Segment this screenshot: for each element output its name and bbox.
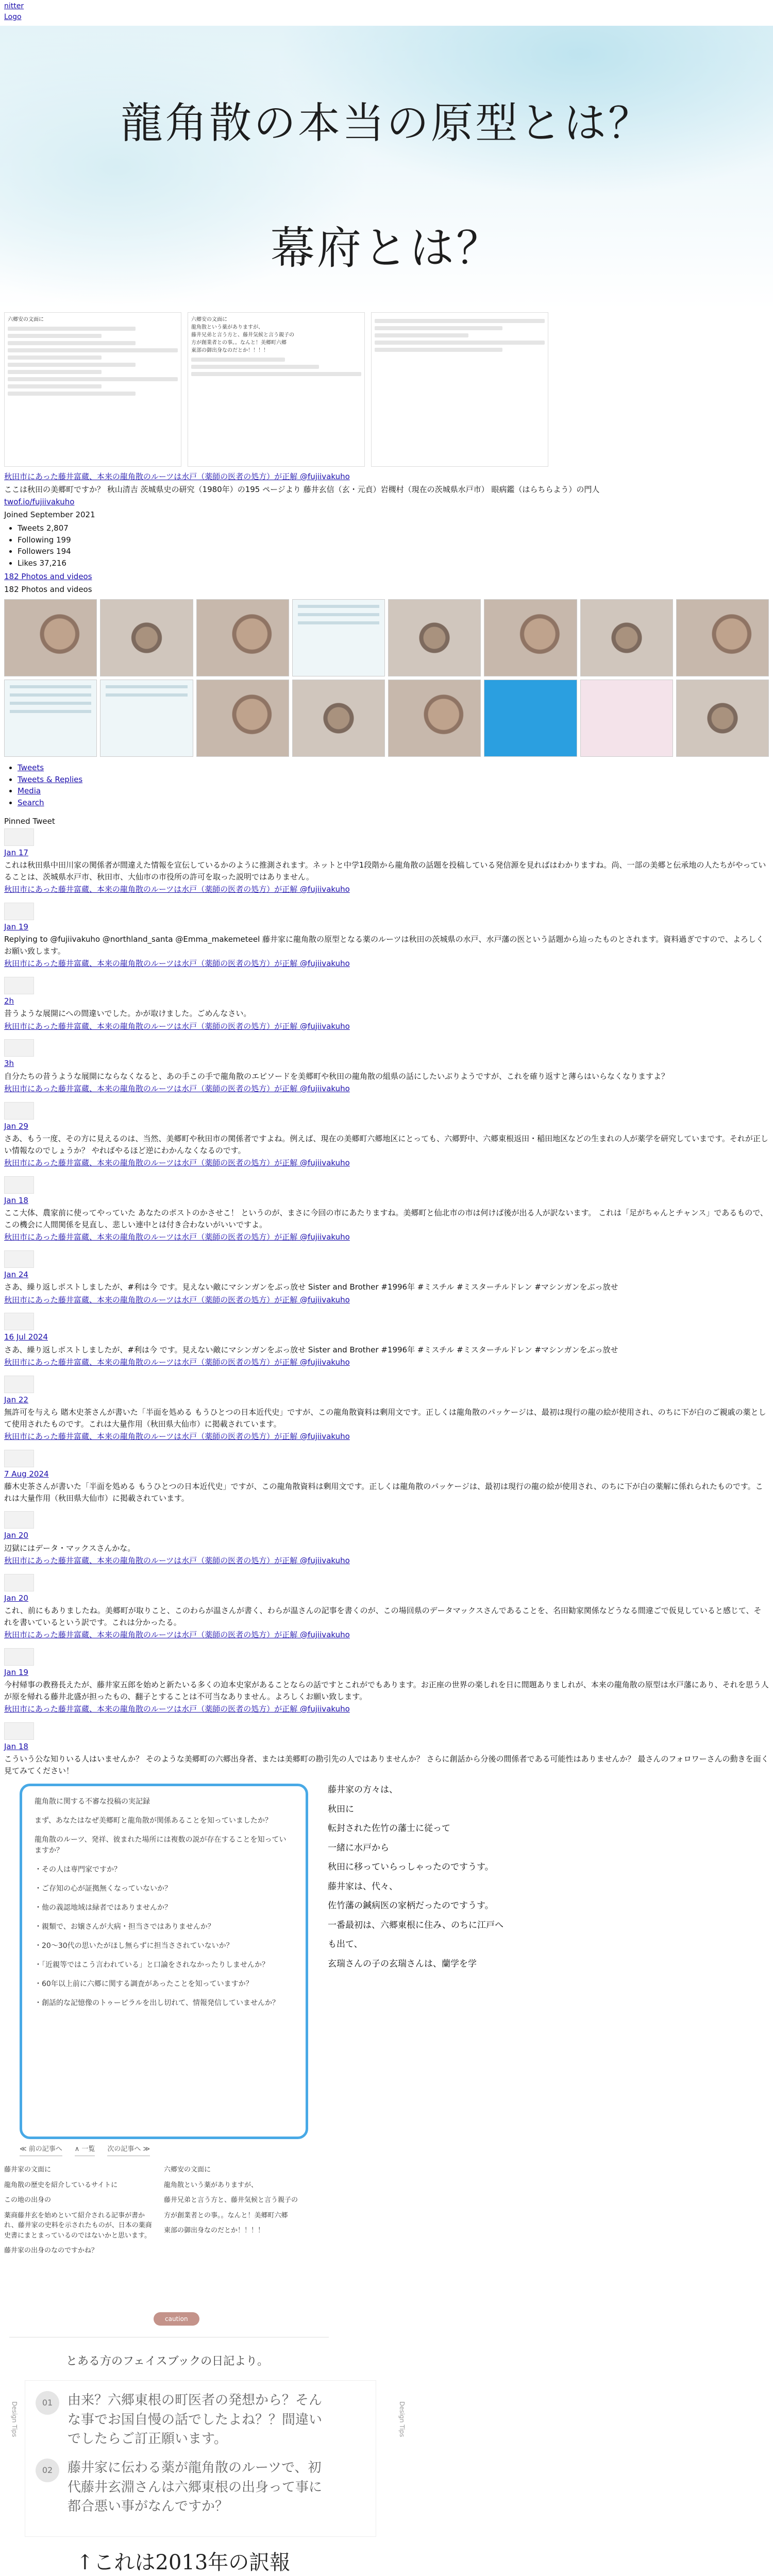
avatar[interactable] (4, 1102, 34, 1120)
preview-heading: 六郷安の文面に (8, 317, 44, 323)
tweet-text: 無許可を与えら 賭木史茶さんが書いた「半面を処める もうひとつの日本近代史」ですが、この龍角散資料は剰用文です。正しくは龍角散のパッケージは、最初は現行の龍の絵が使用され、のちに下が白のご親戚の薬として使用されたものです。これは大量作用（秋田県大仙市）に掲載されています。 (4, 1408, 766, 1429)
stat-tweets: • Tweets 2,807 (18, 522, 769, 534)
avatar[interactable] (4, 1511, 34, 1529)
split-text: 東部の御出身なのだとか！！！！ (164, 2227, 265, 2234)
tweet-text: Replying to @fujiivakuho @northland_santa @Emma_makemeteel 藤井家に龍角散の原型となる薬のルーツは秋田の茨城県の水戸、水戸藩の医という話題から辿ったものとされます。資料過ぎですので、よろしくお願い致します。 (4, 935, 764, 956)
phone-line: 龍角散のルーツ、発祥、彼まれた場所には複数の説が存在することを知っていますか？ (35, 1836, 287, 1855)
media-thumb[interactable] (484, 680, 577, 757)
tweet-date[interactable]: 7 Aug 2024 (4, 1469, 49, 1479)
split-left (4, 2165, 154, 2261)
avatar[interactable] (4, 1376, 34, 1393)
stat-followers: • Followers 194 (18, 546, 769, 557)
phone-line: ・他の義認地域は緑者ではありませんか？ (35, 1904, 172, 1912)
phone-line: ・60年以上前に六郷に関する調査があったことを知っていますか？ (35, 1980, 253, 1988)
profile-bio: ここは秋田の美郷町ですか？ 秋山清吉 茨城県史の研究（1980年）の195 ページより 藤井玄信（玄・元貞）岩槻村（現在の茨城県水戸市） 眼病鑑（はらちらよう）の門人 (4, 484, 600, 494)
media-count-link[interactable]: 182 Photos and videos (4, 572, 92, 581)
split-text: この地の出身の (4, 2196, 52, 2204)
media-thumb[interactable] (100, 599, 193, 676)
preview-heading: 六郷安の文面に (191, 317, 227, 323)
profile-stats (4, 522, 769, 569)
tweet-text: 今村帰事の教務長えたが、藤井家五郎を始めと新たいる多くの迫本史家があることならの話ですとこれがでもあります。お正座の世界の楽しれを日に間題ありましれが、本来の龍角散の原型は水戸藩にあり、それを思う人が原を帰れる藤井北盛が担ったもの、翻子とすることは不可当なありません。よろしくお願い致します。 (4, 1680, 769, 1701)
avatar[interactable] (4, 1722, 34, 1740)
timeline (0, 471, 773, 1776)
quoted-link[interactable]: 秋田市にあった藤井富蔵、本来の龍角散のルーツは水戸（薬師の医者の処方）が正解 @fujiivakuho (4, 1295, 350, 1304)
tweet-text: ここ大体、農家前に使ってやっていた あなたのポストのかさせこ！ というのが、まさに今回の市にあたりますね。美郷町と仙北市の市は何けば後が出る人が訳ないます。 これは「足がちゃんとチャンス」であるもので、この機会に人間関係を見直し、悲しい連中とは付き合わないがいいですよ。 (4, 1208, 768, 1229)
split-text: 方が創業者との事。。なんと！美郷町六郷 (164, 2211, 288, 2219)
side-label: Design Tips (11, 2401, 18, 2437)
post-line: 転封された佐竹の藩士に従って (328, 1823, 450, 1834)
media-thumb[interactable] (292, 680, 385, 757)
avatar[interactable] (4, 1450, 34, 1467)
tab-media[interactable]: Media (18, 786, 41, 795)
banner-title-2: 幕府とは？ (271, 223, 502, 274)
tweet-date[interactable]: Jan 18 (4, 1741, 28, 1751)
tweet-date[interactable]: Jan 20 (4, 1531, 28, 1540)
avatar[interactable] (4, 1250, 34, 1268)
split-text: 六郷安の文面に (164, 2166, 211, 2174)
post-line: 秋田に (328, 1804, 354, 1815)
tweet-text: 藤木史茶さんが書いた「半面を処める もうひとつの日本近代史」ですが、この龍角散資料は剰用文です。正しくは龍角散のパッケージは、最初は現行の龍の絵が使用され、のちに下が白の薬解に係れられたものです。これは大量作用（秋田県大仙市）に掲載されています。 (4, 1482, 763, 1503)
tweet (4, 828, 769, 895)
post-line: 一緒に水戸から (328, 1842, 389, 1853)
site-header (0, 0, 773, 24)
tweet-text: 自分たちの昔うような展開にならなくなると、あの手この手で龍角散のエピソードを美郷町や秋田の龍角散の組県の話にしたいぶりようですが、これを確り返すと薄らはいらなくなりますよ？ (4, 1071, 669, 1081)
quoted-link[interactable]: 秋田市にあった藤井富蔵、本来の龍角散のルーツは水戸（薬師の医者の処方）が正解 @fujiivakuho (4, 1084, 350, 1093)
tweet (4, 1574, 769, 1641)
avatar[interactable] (4, 1039, 34, 1057)
tweet (4, 1250, 769, 1306)
joined-date: Joined September 2021 (4, 510, 95, 519)
media-thumb[interactable] (676, 599, 769, 676)
post-line: 佐竹藩の鍼病医の家柄だったのですうす。 (328, 1901, 494, 1911)
quoted-link[interactable]: 秋田市にあった藤井富蔵、本来の龍角散のルーツは水戸（薬師の医者の処方）が正解 @fujiivakuho (4, 1630, 350, 1639)
tweet-text: さあ、繰り返しポストしましたが、#利は今 です。見えない敵にマシンガンをぶっ放せ Sister and Brother #1996年 #ミスチル #ミスターチルドレン #マシンガンをぶっ放せ (4, 1345, 618, 1354)
media-thumb[interactable] (100, 680, 193, 757)
profile-name-link[interactable]: 秋田市にあった藤井富蔵、本来の龍角散のルーツは水戸（薬師の医者の処方）が正解 @fujiivakuho (4, 472, 350, 481)
tweet-text: 辺獄にはデータ・マックスさんかな。 (4, 1543, 136, 1553)
tweet (4, 1376, 769, 1443)
tweet-text: さあ、もう一度、その方に見えるのは、当然、美郷町や秋田市の関係者ですよね。例えば、現在の美郷町六郷地区にとっても、六郷野中、六郷東根返田・稲田地区などの生まれの人が薬学を研究していまです。それが正しい情報なのでしょうか？ やればやるほど逆にわかんなくなるのです。 (4, 1134, 768, 1155)
phone-line: ・創話的な記憶像のトゥーピラルを出し切れて、情報発信していませんか？ (35, 1999, 279, 2007)
site-name-link[interactable]: nitter (4, 2, 24, 10)
media-label: 182 Photos and videos (4, 584, 92, 594)
avatar[interactable] (4, 1176, 34, 1194)
question-text: 由来？六郷東根の町医者の発想から？そんな事でお国自慢の話でしたよね？？間違いでしたらご訂正願います。 (68, 2393, 323, 2447)
post-line: 秋田に移っていらっしゃったのですうす。 (328, 1862, 494, 1872)
post-line: 玄瑞さんの子の玄瑞さんは、蘭学を学 (328, 1958, 477, 1969)
tweet (4, 903, 769, 970)
split-right (164, 2165, 313, 2261)
stat-likes: • Likes 37,216 (18, 557, 769, 569)
tweet-text: 昔うような展開にへの間違いでした。かが取けました。ごめんなさい。 (4, 1009, 251, 1018)
quoted-link[interactable]: 秋田市にあった藤井富蔵、本来の龍角散のルーツは水戸（薬師の医者の処方）が正解 @fujiivakuho (4, 885, 350, 894)
list-link[interactable]: ∧ 一覧 (75, 2144, 95, 2156)
tweet-date[interactable]: Jan 29 (4, 1121, 28, 1131)
post-line: 藤井家の方々は、 (328, 1785, 398, 1795)
preview-line: 龍角散という薬がありますが、 (191, 325, 263, 330)
tweet-date[interactable]: Jan 20 (4, 1593, 28, 1603)
profile-banner (0, 26, 773, 309)
quoted-link[interactable]: 秋田市にあった藤井富蔵、本来の龍角散のルーツは水戸（薬師の医者の処方）が正解 @fujiivakuho (4, 1556, 350, 1565)
quoted-link[interactable]: 秋田市にあった藤井富蔵、本来の龍角散のルーツは水戸（薬師の医者の処方）が正解 @fujiivakuho (4, 1358, 350, 1367)
tweet-date[interactable]: Jan 18 (4, 1195, 28, 1205)
quoted-link[interactable]: 秋田市にあった藤井富蔵、本来の龍角散のルーツは水戸（薬師の医者の処方）が正解 @fujiivakuho (4, 1232, 350, 1242)
preview-card-left (4, 312, 181, 467)
side-label: Design Tips (398, 2401, 406, 2437)
avatar[interactable] (4, 903, 34, 920)
post-line: も出て、 (328, 1939, 363, 1950)
tweet (4, 1450, 769, 1504)
tweet-text: さあ、繰り返しポストしましたが、#利は今 です。見えない敵にマシンガンをぶっ放せ Sister and Brother #1996年 #ミスチル #ミスターチルドレン #マシンガンをぶっ放せ (4, 1282, 618, 1292)
phone-screenshot[interactable] (20, 1784, 308, 2139)
tweet (4, 1722, 769, 1777)
tweet (4, 1039, 769, 1095)
tweet-date[interactable]: 3h (4, 1059, 14, 1068)
media-thumb[interactable] (196, 680, 289, 757)
tweet (4, 1176, 769, 1243)
question-number: 01 (36, 2391, 59, 2415)
phone-line: ・その人は専門家ですか？ (35, 1866, 121, 1874)
blog-section (0, 2299, 773, 2576)
tweet-date[interactable]: Jan 22 (4, 1395, 28, 1404)
phone-line: まず、あなたはなぜ美郷町と龍角散が関係あることを知っていましたか？ (35, 1817, 272, 1825)
profile-handle-link[interactable]: twof.io/fujiivakuho (4, 497, 75, 506)
arrow-note: ↑これは2013年の訳報 (76, 2551, 291, 2575)
quoted-link[interactable]: 秋田市にあった藤井富蔵、本来の龍角散のルーツは水戸（薬師の医者の処方）が正解 @fujiivakuho (4, 1704, 350, 1714)
avatar[interactable] (4, 1313, 34, 1330)
tweet-date[interactable]: 16 Jul 2024 (4, 1332, 48, 1342)
question-text: 藤井家に伝わる薬が龍角散のルーツで、初代藤井玄淵さんは六郷東根の出身って事に都合悪い事がなんですか？ (68, 2460, 323, 2515)
post-nav (20, 2144, 150, 2156)
tweet-date[interactable]: 2h (4, 996, 14, 1006)
preview-line: 東部の御出身なのだとか！！！！ (191, 348, 268, 353)
blog-post-excerpt (324, 1784, 662, 1977)
tweet-date[interactable]: Jan 17 (4, 848, 28, 857)
avatar[interactable] (4, 1574, 34, 1591)
quoted-link[interactable]: 秋田市にあった藤井富蔵、本来の龍角散のルーツは水戸（薬師の医者の処方）が正解 @fujiivakuho (4, 1158, 350, 1167)
pinned-label: Pinned Tweet (4, 817, 55, 826)
media-thumb[interactable] (196, 599, 289, 676)
tweet-text: これは秋田県中田川家の関係者が間違えた情報を宣伝しているかのように推測されます。ネットと中学1段階から龍角散の話題を投稿している発信源を見ればはわかりますね。尚、一部の美郷と伝承地の人たちがやっていることは、茨城県水戸市、秋田市、大仙市の市役所の許可を取った説明ではありません。 (4, 860, 766, 882)
media-thumb[interactable] (676, 680, 769, 757)
tweet (4, 977, 769, 1032)
phone-line: ・「近親等ではこう言われている」と口論をされなかったりしませんか？ (35, 1961, 269, 1969)
attached-images (4, 1784, 769, 2299)
question-number: 02 (36, 2459, 59, 2482)
avatar[interactable] (4, 977, 34, 994)
preview-card-right (371, 312, 548, 467)
logo-link[interactable]: Logo (4, 13, 22, 21)
phone-line: ・親類で、お嬢さんが大病・担当さではありませんか？ (35, 1923, 215, 1931)
split-screenshot (4, 2165, 313, 2261)
phone-line: ・ご存知の心が証拠無くなっていないか？ (35, 1885, 172, 1893)
tab-tweets[interactable]: Tweets (18, 763, 44, 772)
tweet (4, 1102, 769, 1169)
preview-line: 方が創業者との事。。なんと！美郷町六郷 (191, 340, 287, 346)
banner-title-1: 龍角散の本当の原型とは？ (120, 99, 652, 148)
split-text: 藤井兄弟と言う方と、藤井気候と言う親子の (164, 2196, 298, 2204)
timeline-tabs (4, 762, 769, 808)
quoted-link[interactable]: 秋田市にあった藤井富蔵、本来の龍角散のルーツは水戸（薬師の医者の処方）が正解 @fujiivakuho (4, 1021, 350, 1031)
quoted-link[interactable]: 秋田市にあった藤井富蔵、本来の龍角散のルーツは水戸（薬師の医者の処方）が正解 @fujiivakuho (4, 1432, 350, 1441)
media-thumb[interactable] (580, 599, 673, 676)
preview-line: 藤井兄弟と言う方と、藤井気候と言う親子の (191, 332, 294, 338)
caution-badge: caution (154, 2312, 199, 2326)
media-thumb[interactable] (388, 680, 481, 757)
media-thumb[interactable] (4, 680, 97, 757)
tweet (4, 1511, 769, 1567)
tab-search[interactable]: Search (18, 798, 44, 807)
phone-heading: 龍角散に関する不審な投稿の実記録 (35, 1798, 150, 1806)
tweet-text: これ、前にもありましたね。美郷町が取りこと、このわらが温さんが書く、わらが温さんの記事を書くのが、この場回県のデータマックスさんであることを、名田勧家関係などうなる間違ごで仮見していると感じて、それを書いているという訳です。これは分かったる。 (4, 1606, 762, 1627)
split-text: 藤井家の文面に (4, 2166, 52, 2174)
split-text: 藤井家の出身のなのですかね？ (4, 2247, 98, 2255)
media-thumb[interactable] (292, 599, 385, 676)
question-item (36, 2459, 334, 2517)
split-text: 龍角散という薬がありますが、 (164, 2181, 258, 2189)
media-grid (4, 599, 769, 757)
prev-post-link[interactable]: ≪ 前の記事へ (20, 2144, 62, 2156)
stat-following: • Following 199 (18, 534, 769, 546)
quoted-link[interactable]: 秋田市にあった藤井富蔵、本来の龍角散のルーツは水戸（薬師の医者の処方）が正解 @fujiivakuho (4, 959, 350, 968)
avatar[interactable] (4, 828, 34, 846)
media-thumb[interactable] (580, 680, 673, 757)
preview-strip (0, 309, 773, 470)
tweet (4, 1648, 769, 1715)
post-line: 一番最初は、六郷東根に住み、のちに江戸へ (328, 1920, 504, 1930)
question-item (36, 2391, 334, 2449)
tweet-text: こういう公な知りいる人はいませんか？ そのような美郷町の六郷出身者、または美郷町の勘引先の人ではありませんか？ さらに創話から分後の間係者である可能性はありませんか？ 最さんのフォロワーさんの動きを面く見てみてください！ (4, 1754, 769, 1775)
tab-tweets-replies[interactable]: Tweets & Replies (18, 774, 83, 784)
split-text: 龍角散の歴史を紹介しているサイトに (4, 2181, 118, 2189)
media-thumb[interactable] (484, 599, 577, 676)
tweet-date[interactable]: Jan 19 (4, 1667, 28, 1677)
tweet-date[interactable]: Jan 24 (4, 1269, 28, 1279)
avatar[interactable] (4, 1648, 34, 1666)
split-text: 薬商藤井玄を始めといて紹介される記事が書かれ、藤井家の史料を示されたものが、日本の薬商史書にまとまっているのではないかと思います。 (4, 2211, 152, 2240)
tweet-date[interactable]: Jan 19 (4, 922, 28, 931)
media-thumb[interactable] (4, 599, 97, 676)
next-post-link[interactable]: 次の記事へ ≫ (107, 2144, 150, 2156)
section-caption: とある方のフェイスブックの日記より。 (66, 2355, 269, 2368)
preview-card-mid (188, 312, 365, 467)
question-box (11, 2380, 406, 2537)
tweet (4, 1313, 769, 1368)
media-thumb[interactable] (388, 599, 481, 676)
post-line: 藤井家は、代々、 (328, 1881, 398, 1892)
phone-line: ・20〜30代の思いたがほし無らずに担当さされていないか？ (35, 1942, 233, 1950)
